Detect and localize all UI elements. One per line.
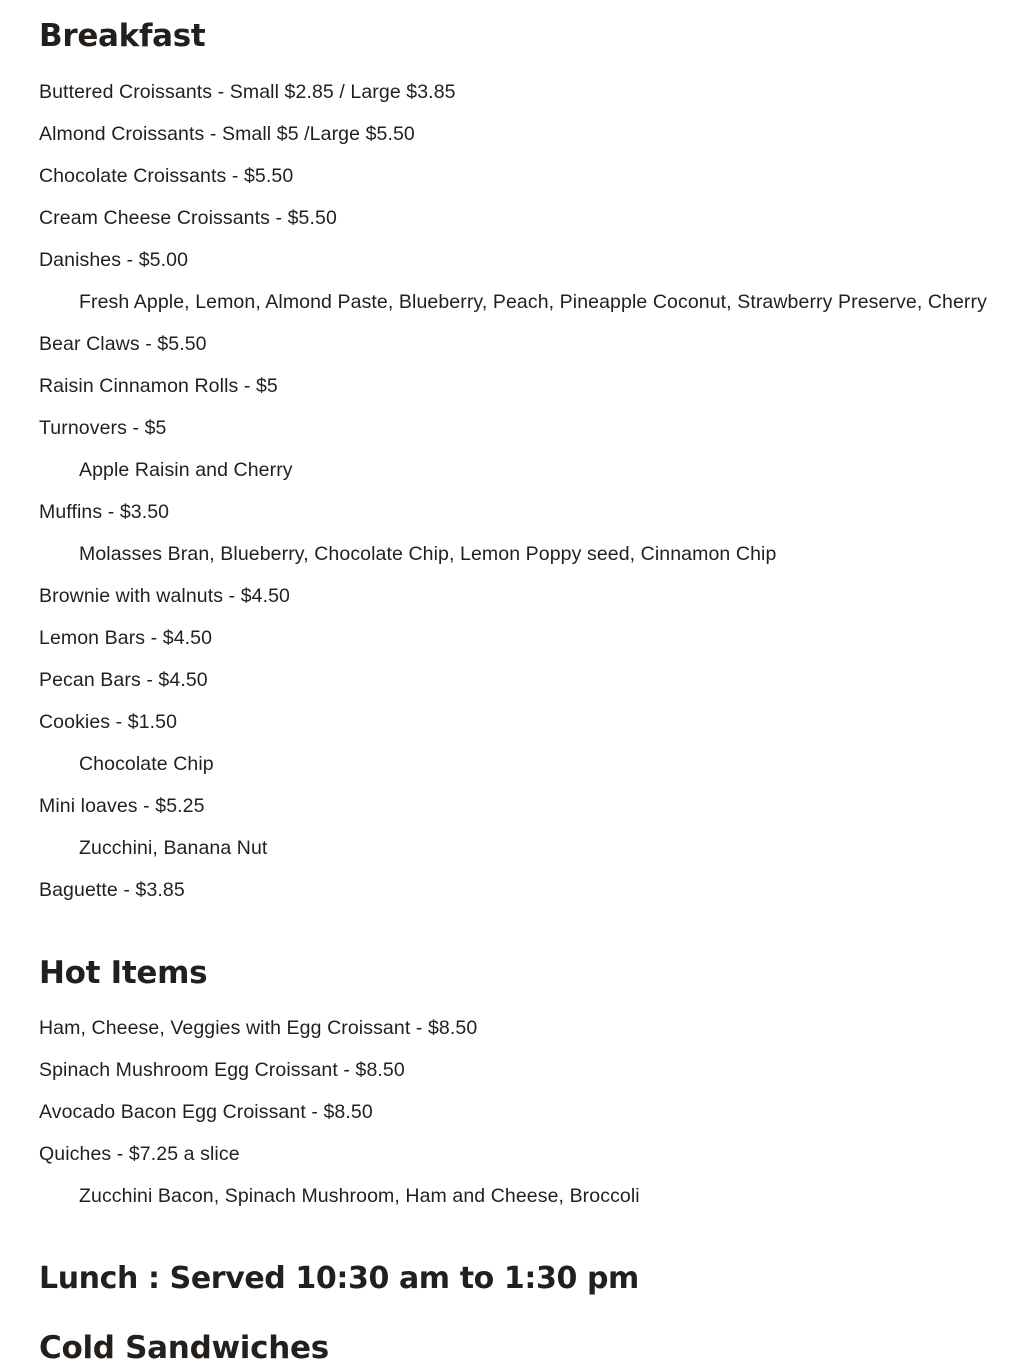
hot-items-heading: Hot Items: [39, 955, 208, 991]
menu-item: Baguette - $3.85: [39, 879, 185, 901]
menu-item: Pecan Bars - $4.50: [39, 669, 208, 691]
menu-item: Ham, Cheese, Veggies with Egg Croissant - $8.50: [39, 1017, 478, 1039]
menu-item: Cream Cheese Croissants - $5.50: [39, 207, 337, 229]
menu-item-varieties: Chocolate Chip: [79, 753, 214, 775]
menu-item: Brownie with walnuts - $4.50: [39, 585, 291, 607]
menu-item-varieties: Molasses Bran, Blueberry, Chocolate Chip, Lemon Poppy seed, Cinnamon Chip: [79, 543, 777, 565]
menu-item: Muffins - $3.50: [39, 501, 170, 523]
menu-item: Turnovers - $5: [39, 417, 167, 439]
menu-item: Cookies - $1.50: [39, 711, 178, 733]
menu-item: Mini loaves - $5.25: [39, 795, 205, 817]
menu-item-varieties: Zucchini Bacon, Spinach Mushroom, Ham and Cheese, Broccoli: [79, 1185, 640, 1207]
lunch-heading: Lunch : Served 10:30 am to 1:30 pm: [39, 1261, 639, 1296]
menu-item: Chocolate Croissants - $5.50: [39, 165, 294, 187]
menu-item: Bear Claws - $5.50: [39, 333, 207, 355]
menu-item-varieties: Apple Raisin and Cherry: [79, 459, 293, 481]
menu-item-varieties: Zucchini, Banana Nut: [79, 837, 268, 859]
menu-item: Danishes - $5.00: [39, 249, 189, 271]
menu-item: Quiches - $7.25 a slice: [39, 1143, 240, 1165]
menu-item: Spinach Mushroom Egg Croissant - $8.50: [39, 1059, 405, 1081]
menu-item: Avocado Bacon Egg Croissant - $8.50: [39, 1101, 373, 1123]
menu-item: Almond Croissants - Small $5 /Large $5.50: [39, 123, 415, 145]
menu-item: Lemon Bars - $4.50: [39, 627, 213, 649]
breakfast-heading: Breakfast: [39, 18, 206, 54]
menu-item: Raisin Cinnamon Rolls - $5: [39, 375, 278, 397]
cold-sandwiches-heading: Cold Sandwiches: [39, 1330, 329, 1359]
menu-item-varieties: Fresh Apple, Lemon, Almond Paste, Blueberry, Peach, Pineapple Coconut, Strawberry Preserve, Cherry: [79, 291, 987, 313]
menu-item: Buttered Croissants - Small $2.85 / Large $3.85: [39, 81, 456, 103]
